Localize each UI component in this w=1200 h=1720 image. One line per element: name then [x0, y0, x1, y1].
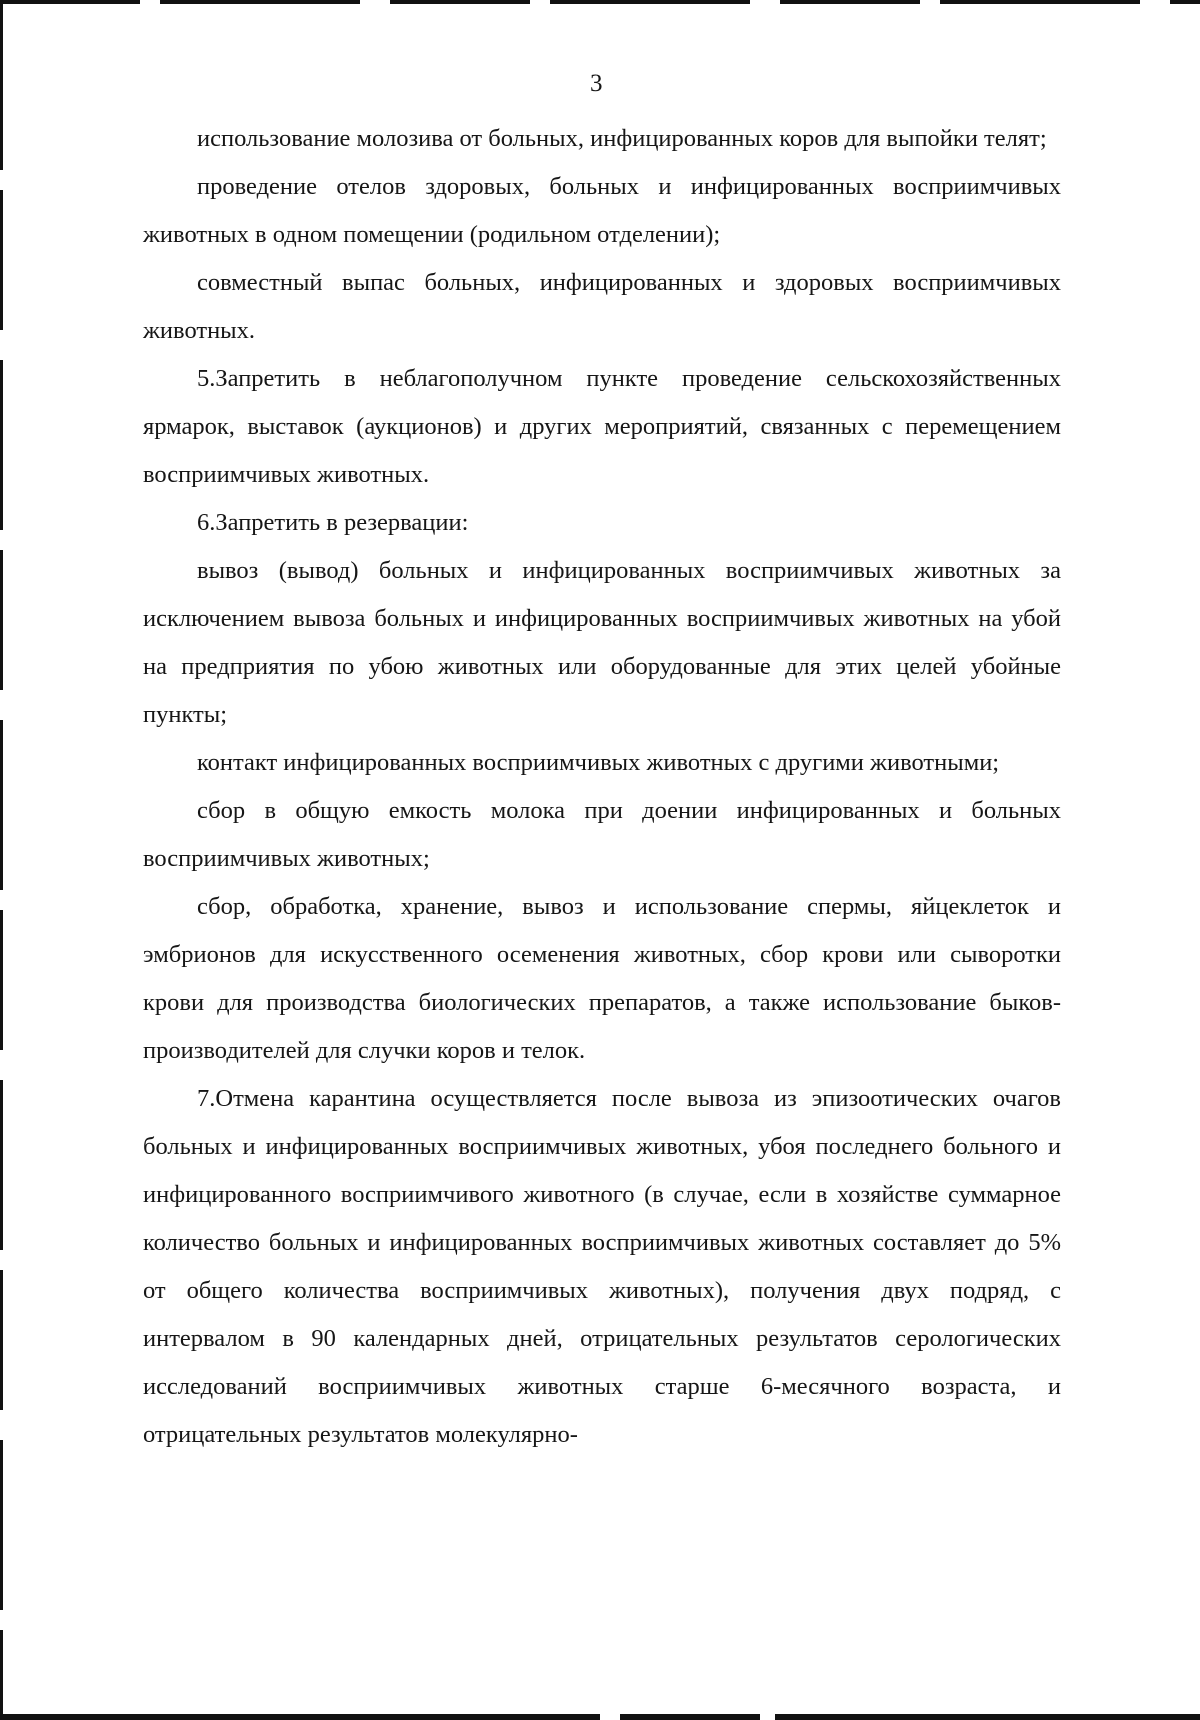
paragraph-colostrum: использование молозива от больных, инфицированных коров для выпойки телят; — [197, 125, 1047, 152]
page-number: 3 — [590, 70, 603, 97]
paragraph-contact: контакт инфицированных восприимчивых животных с другими животными; — [197, 749, 1000, 776]
document-body — [143, 115, 1061, 1459]
paragraph-grazing: совместный выпас больных, инфицированных и здоровых восприимчивых животных. — [143, 269, 1061, 344]
scan-edge-bottom — [0, 1714, 1200, 1720]
paragraph-calving: проведение отелов здоровых, больных и инфицированных восприимчивых животных в одном помещении (родильном отделении); — [143, 173, 1061, 248]
paragraph-semen: сбор, обработка, хранение, вывоз и использование спермы, яйцеклеток и эмбрионов для искусственного осеменения животных, сбор крови или сыворотки крови для производства биологических препаратов, а также использование быков-производителей для случки коров и телок. — [143, 893, 1061, 1064]
paragraph-export: вывоз (вывод) больных и инфицированных восприимчивых животных за исключением вывоза больных и инфицированных восприимчивых животных на убой на предприятия по убою животных или оборудованные для этих целей убойные пункты; — [143, 557, 1061, 728]
paragraph-item-5: 5.Запретить в неблагополучном пункте проведение сельскохозяйственных ярмарок, выставок (аукционов) и других мероприятий, связанных с перемещением восприимчивых животных. — [143, 365, 1061, 488]
scan-edge-top — [0, 0, 1200, 4]
scan-edge-left — [0, 0, 3, 1720]
paragraph-milk: сбор в общую емкость молока при доении инфицированных и больных восприимчивых животных; — [143, 797, 1061, 872]
paragraph-item-7: 7.Отмена карантина осуществляется после вывоза из эпизоотических очагов больных и инфицированных восприимчивых животных, убоя последнего больного и инфицированного восприимчивого животного (в случае, если в хозяйстве суммарное количество больных и инфицированных восприимчивых животных составляет до 5% от общего количества восприимчивых животных), получения двух подряд, с интервалом в 90 календарных дней, отрицательных результатов серологических исследований восприимчивых животных старше 6-месячного возраста, и отрицательных результатов молекулярно- — [143, 1085, 1061, 1448]
paragraph-item-6: 6.Запретить в резервации: — [197, 509, 469, 536]
